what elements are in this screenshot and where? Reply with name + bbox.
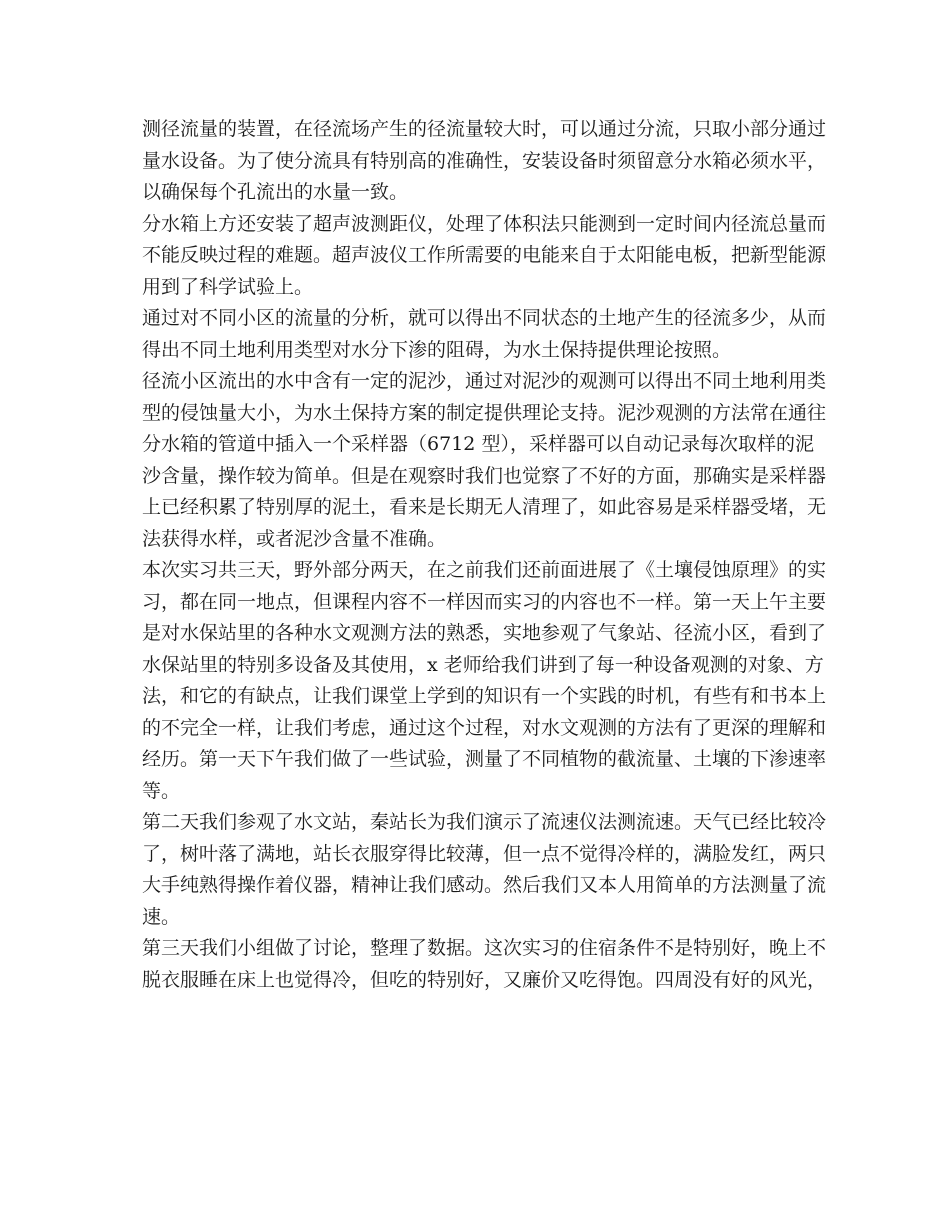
text-line: 用到了科学试验上。: [142, 275, 314, 298]
text-line: 径流小区流出的水中含有一定的泥沙，通过对泥沙的观测可以得出不同土地利用类: [142, 370, 827, 392]
text-line: 量水设备。为了使分流具有特别高的准确性，安装设备时须留意分水箱必须水平，: [142, 149, 827, 172]
text-line: 等。: [142, 779, 181, 802]
text-line: 第二天我们参观了水文站，秦站长为我们演示了流速仪法测流速。天气已经比较冷: [142, 811, 827, 833]
text-line: 型的侵蚀量大小，为水土保持方案的制定提供理论支持。泥沙观测的方法常在通往: [142, 401, 827, 424]
text-line: 第三天我们小组做了讨论，整理了数据。这次实习的住宿条件不是特别好，晚上不: [142, 937, 827, 959]
paragraph: [142, 114, 827, 209]
text-line: 法，和它的有缺点，让我们课堂上学到的知识有一个实践的时机，有些有和书本上: [142, 685, 827, 707]
text-line: 沙含量，操作较为简单。但是在观察时我们也觉察了不好的方面，那确实是采样器: [142, 464, 827, 487]
text-line: 水保站里的特别多设备及其使用，x 老师给我们讲到了每一种设备观测的对象、方: [142, 653, 824, 676]
text-line: 通过对不同小区的流量的分析，就可以得出不同状态的土地产生的径流多少，从而: [142, 307, 827, 329]
text-line: 分水箱的管道中插入一个采样器（6712 型），采样器可以自动记录每次取样的泥: [142, 433, 814, 455]
text-line: 测径流量的装置，在径流场产生的径流量较大时，可以通过分流，只取小部分通过: [142, 118, 827, 140]
paragraph: [142, 933, 827, 996]
text-line: 分水箱上方还安装了超声波测距仪，处理了体积法只能测到一定时间内径流总量而: [142, 212, 827, 235]
paragraph: [142, 209, 827, 304]
text-line: 了，树叶落了满地，站长衣服穿得比较薄，但一点不觉得冷样的，满脸发红，两只: [142, 842, 827, 865]
text-line: 上已经积累了特别厚的泥土，看来是长期无人清理了，如此容易是采样器受堵，无: [142, 496, 827, 518]
paragraph: [142, 303, 827, 366]
text-line: 是对水保站里的各种水文观测方法的熟悉，实地参观了气象站、径流小区，看到了: [142, 622, 827, 644]
text-line: 以确保每个孔流出的水量一致。: [142, 181, 409, 203]
text-line: 速。: [142, 905, 181, 928]
paragraph: [142, 555, 827, 807]
text-line: 本次实习共三天，野外部分两天，在之前我们还前面进展了《土壤侵蚀原理》的实: [142, 559, 827, 581]
paragraph: [142, 807, 827, 933]
text-line: 习，都在同一地点，但课程内容不一样因而实习的内容也不一样。第一天上午主要: [142, 590, 827, 613]
paragraph: [142, 366, 827, 555]
text-line: 大手纯熟得操作着仪器，精神让我们感动。然后我们又本人用简单的方法测量了流: [142, 874, 827, 896]
text-line: 得出不同土地利用类型对水分下渗的阻碍，为水土保持提供理论按照。: [142, 338, 732, 361]
text-line: 脱衣服睡在床上也觉得冷，但吃的特别好，又廉价又吃得饱。四周没有好的风光，: [142, 968, 827, 991]
text-line: 的不完全一样，让我们考虑，通过这个过程，对水文观测的方法有了更深的理解和: [142, 716, 827, 739]
text-line: 经历。第一天下午我们做了一些试验，测量了不同植物的截流量、土壤的下渗速率: [142, 748, 827, 770]
document-body: [142, 114, 827, 996]
text-line: 法获得水样，或者泥沙含量不准确。: [142, 527, 447, 550]
text-line: 不能反映过程的难题。超声波仪工作所需要的电能来自于太阳能电板，把新型能源: [142, 244, 827, 266]
